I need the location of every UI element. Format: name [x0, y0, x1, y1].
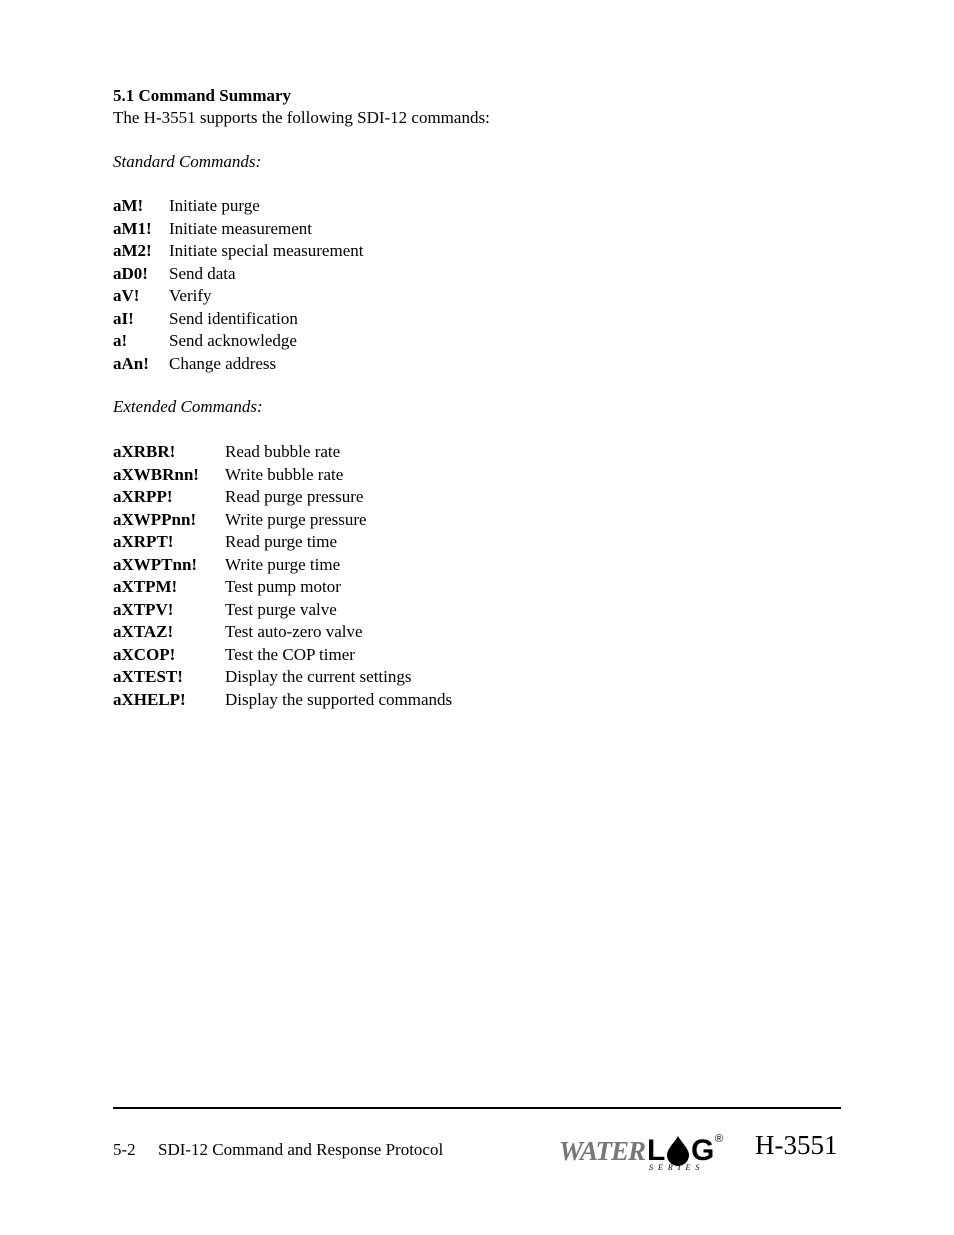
- footer-rule: [113, 1107, 841, 1109]
- intro-text: The H-3551 supports the following SDI-12 commands:: [113, 108, 490, 127]
- command-code: aI!: [113, 308, 134, 328]
- command-row: [113, 308, 363, 331]
- command-code: aXCOP!: [113, 644, 176, 664]
- command-description: Send acknowledge: [169, 331, 297, 350]
- logo-word-water: WATER: [559, 1136, 646, 1166]
- command-code: aXHELP!: [113, 689, 186, 709]
- command-row: [113, 441, 452, 464]
- command-row: [113, 576, 452, 599]
- command-code: aXRBR!: [113, 442, 176, 461]
- command-row: [113, 644, 452, 667]
- command-description: Read purge pressure: [225, 487, 364, 506]
- standard-command-list: [113, 195, 363, 375]
- svg-text:G: G: [691, 1134, 715, 1167]
- svg-text:L: L: [647, 1134, 666, 1167]
- command-description: Write bubble rate: [225, 464, 344, 484]
- command-code: aXTPM!: [113, 577, 178, 596]
- command-row: [113, 486, 452, 509]
- page-number: 5-2: [113, 1140, 136, 1159]
- command-row: [113, 330, 363, 353]
- command-row: [113, 240, 363, 263]
- command-description: Read purge time: [225, 532, 338, 551]
- command-row: [113, 666, 452, 689]
- water-drop-icon: [667, 1136, 689, 1166]
- command-code: aM!: [113, 196, 144, 215]
- command-row: [113, 531, 452, 554]
- command-description: Change address: [169, 353, 277, 373]
- command-description: Read bubble rate: [225, 442, 341, 461]
- chapter-title: SDI-12 Command and Response Protocol: [158, 1140, 444, 1159]
- command-code: aXWBRnn!: [113, 464, 199, 484]
- command-row: [113, 195, 363, 218]
- command-row: [113, 263, 363, 286]
- command-row: [113, 554, 452, 577]
- command-description: Initiate measurement: [169, 218, 313, 238]
- command-code: aXWPPnn!: [113, 509, 197, 529]
- command-code: aD0!: [113, 263, 148, 283]
- command-code: aXTAZ!: [113, 622, 174, 641]
- standard-commands-label: Standard Commands:: [113, 152, 262, 171]
- command-code: aM1!: [113, 218, 152, 238]
- command-description: Test auto-zero valve: [225, 622, 363, 641]
- command-description: Write purge time: [225, 554, 341, 574]
- footer-left: [113, 1140, 443, 1160]
- logo-series-text: SERIES: [649, 1163, 705, 1172]
- registered-mark: ®: [715, 1133, 724, 1145]
- command-row: [113, 285, 363, 308]
- command-description: Write purge pressure: [225, 509, 367, 529]
- command-description: Test the COP timer: [225, 644, 355, 664]
- command-code: aXRPT!: [113, 532, 174, 551]
- section-heading: 5.1 Command Summary: [113, 86, 292, 105]
- command-description: Initiate purge: [169, 196, 260, 215]
- command-row: [113, 353, 363, 376]
- model-number: H-3551: [755, 1130, 838, 1160]
- command-description: Display the current settings: [225, 667, 412, 686]
- command-row: [113, 689, 452, 712]
- extended-commands-label: Extended Commands:: [113, 397, 263, 416]
- command-description: Test pump motor: [225, 577, 341, 596]
- command-row: [113, 509, 452, 532]
- command-row: [113, 621, 452, 644]
- command-row: [113, 599, 452, 622]
- command-description: Display the supported commands: [225, 689, 453, 709]
- command-description: Initiate special measurement: [169, 241, 364, 260]
- command-row: [113, 218, 363, 241]
- command-code: aXTPV!: [113, 599, 174, 619]
- waterlog-logo: [557, 1128, 727, 1172]
- command-description: Test purge valve: [225, 599, 337, 619]
- command-description: Send identification: [169, 308, 298, 328]
- command-code: a!: [113, 331, 128, 350]
- command-code: aM2!: [113, 241, 152, 260]
- command-code: aAn!: [113, 353, 149, 373]
- command-code: aV!: [113, 286, 140, 305]
- command-code: aXWPTnn!: [113, 554, 198, 574]
- command-description: Verify: [169, 286, 212, 305]
- extended-command-list: [113, 441, 452, 711]
- command-description: Send data: [169, 263, 236, 283]
- command-code: aXRPP!: [113, 487, 173, 506]
- command-code: aXTEST!: [113, 667, 183, 686]
- command-row: [113, 464, 452, 487]
